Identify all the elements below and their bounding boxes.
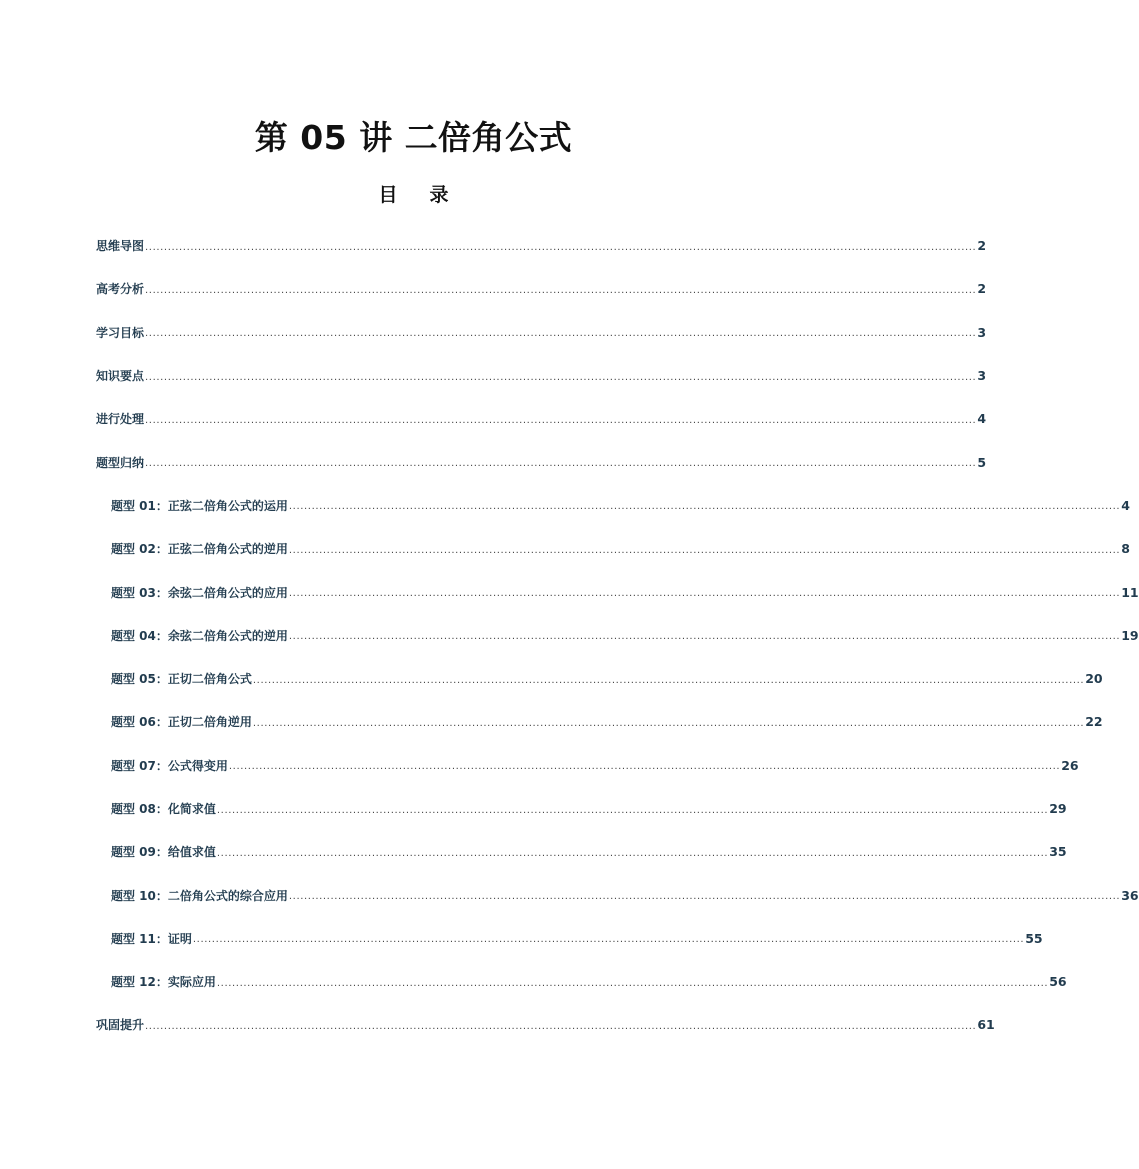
- toc-entry-label: 题型 12：实际应用: [111, 975, 216, 990]
- toc-entry-page: 19: [1121, 627, 1139, 643]
- document-title: 第 05 讲 二倍角公式: [254, 118, 573, 157]
- toc-entry-page: 2: [977, 238, 987, 254]
- toc-entry-page: 29: [1049, 801, 1067, 816]
- toc-leader-dots: ............................................................................................................................................................................................................................: [216, 847, 1049, 859]
- toc-leader-dots: ............................................................................................................................................................................................................................: [288, 631, 1121, 643]
- toc-entry[interactable]: [96, 830, 1067, 873]
- toc-entry[interactable]: [96, 527, 1130, 570]
- toc-entry-label: 题型归纳: [96, 455, 145, 470]
- toc-entry-label: 高考分析: [96, 282, 145, 297]
- toc-entry-label: 知识要点: [96, 369, 145, 384]
- toc-leader-dots: ............................................................................................................................................................................................................................: [145, 414, 977, 426]
- toc-entry[interactable]: [96, 311, 987, 354]
- toc-entry[interactable]: [96, 744, 1079, 787]
- toc-entry-label: 题型 05：正切二倍角公式: [111, 672, 252, 687]
- toc-leader-dots: ............................................................................................................................................................................................................................: [192, 934, 1025, 946]
- toc-entry[interactable]: [96, 917, 1043, 960]
- toc-entry[interactable]: [96, 873, 1139, 916]
- toc-entry-page: 8: [1121, 541, 1130, 557]
- toc-leader-dots: ............................................................................................................................................................................................................................: [252, 717, 1085, 729]
- toc-entry-label: 题型 04：余弦二倍角公式的逆用: [111, 628, 288, 643]
- toc-entry-page: 35: [1049, 844, 1067, 860]
- toc-leader-dots: ............................................................................................................................................................................................................................: [228, 761, 1061, 773]
- toc-entry-label: 题型 06：正切二倍角逆用: [111, 715, 252, 730]
- toc-entry[interactable]: [96, 960, 1067, 1003]
- toc-entry-page: 2: [977, 281, 987, 297]
- toc-entry-label: 进行处理: [96, 412, 145, 427]
- toc-entry-page: 3: [977, 368, 987, 384]
- toc-entry-label: 题型 11：证明: [111, 931, 192, 946]
- toc-entry-label: 题型 10：二倍角公式的综合应用: [111, 888, 288, 903]
- toc-leader-dots: ............................................................................................................................................................................................................................: [145, 284, 977, 296]
- toc-leader-dots: ............................................................................................................................................................................................................................: [216, 977, 1049, 989]
- toc-heading-char-1: 目: [378, 184, 398, 206]
- toc-entry[interactable]: [96, 440, 987, 483]
- toc-entry-page: 22: [1085, 714, 1103, 730]
- toc-entry-label: 题型 02：正弦二倍角公式的逆用: [111, 542, 288, 557]
- toc-leader-dots: ............................................................................................................................................................................................................................: [252, 674, 1085, 686]
- toc-entry[interactable]: [96, 570, 1139, 613]
- toc-entry-label: 学习目标: [96, 325, 145, 340]
- toc-leader-dots: ............................................................................................................................................................................................................................: [145, 328, 977, 340]
- toc-entry[interactable]: [96, 354, 987, 397]
- toc-entry[interactable]: [96, 1003, 995, 1046]
- toc-leader-dots: ............................................................................................................................................................................................................................: [145, 1020, 977, 1032]
- toc-entry-page: 55: [1025, 930, 1043, 946]
- toc-leader-dots: ............................................................................................................................................................................................................................: [288, 544, 1121, 556]
- toc-entry-page: 61: [977, 1017, 995, 1033]
- toc-entry[interactable]: [96, 267, 987, 310]
- toc-entry-label: 题型 03：余弦二倍角公式的应用: [111, 585, 288, 600]
- toc-entry-label: 题型 08：化简求值: [111, 802, 216, 816]
- toc-entry[interactable]: [96, 614, 1139, 657]
- toc-entry-page: 20: [1085, 671, 1103, 687]
- table-of-contents: [96, 224, 1139, 1047]
- toc-entry-page: 3: [977, 324, 987, 340]
- toc-entry-page: 4: [1121, 497, 1130, 513]
- toc-leader-dots: ............................................................................................................................................................................................................................: [145, 371, 977, 383]
- toc-entry-page: 5: [977, 454, 987, 470]
- toc-entry[interactable]: [96, 397, 987, 440]
- toc-entry-page: 26: [1061, 757, 1079, 773]
- toc-entry-page: 56: [1049, 974, 1067, 990]
- toc-leader-dots: ............................................................................................................................................................................................................................: [288, 501, 1121, 513]
- toc-leader-dots: ............................................................................................................................................................................................................................: [145, 458, 977, 470]
- toc-entry[interactable]: [96, 787, 1067, 830]
- toc-entry-label: 思维导图: [96, 239, 145, 254]
- toc-heading: [0, 180, 827, 207]
- toc-leader-dots: ............................................................................................................................................................................................................................: [216, 804, 1049, 816]
- toc-entry-label: 题型 09：给值求值: [111, 845, 216, 860]
- toc-heading-char-2: 录: [429, 184, 449, 206]
- toc-leader-dots: ............................................................................................................................................................................................................................: [288, 891, 1121, 903]
- toc-entry-page: 36: [1121, 887, 1139, 903]
- toc-entry-page: 11: [1121, 584, 1139, 600]
- toc-leader-dots: ............................................................................................................................................................................................................................: [288, 588, 1121, 600]
- toc-entry-label: 题型 07：公式得变用: [111, 758, 228, 773]
- toc-entry[interactable]: [96, 224, 987, 267]
- toc-entry[interactable]: [96, 700, 1103, 743]
- toc-entry-label: 题型 01：正弦二倍角公式的运用: [111, 498, 288, 513]
- toc-entry[interactable]: [96, 657, 1103, 700]
- toc-leader-dots: ............................................................................................................................................................................................................................: [145, 241, 977, 253]
- toc-entry-label: 巩固提升: [96, 1018, 145, 1033]
- toc-entry[interactable]: [96, 484, 1130, 527]
- toc-entry-page: 4: [977, 411, 987, 427]
